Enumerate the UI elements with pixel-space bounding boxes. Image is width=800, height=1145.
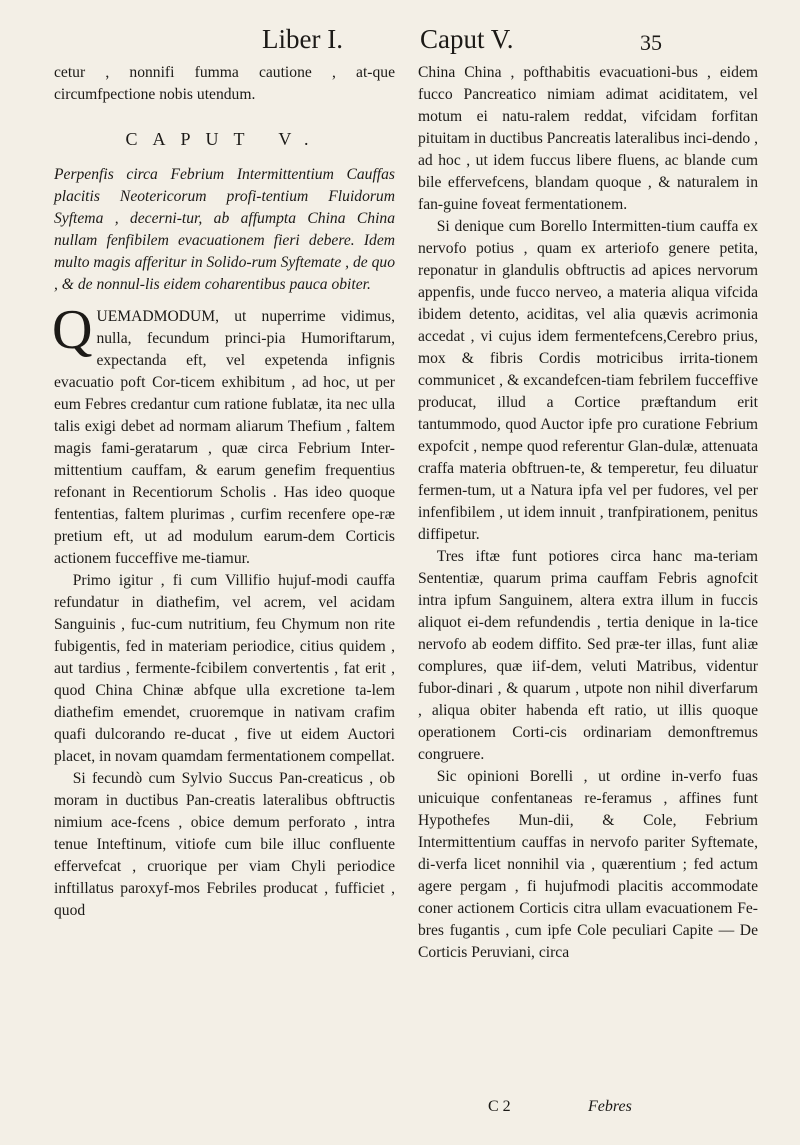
paragraph: Primo igitur , fi cum Villifio hujuf-modi cauffa refundatur in diathefim, vel acrem, vel acidam Sanguinis , fuc-cum nutritium, feu Chymum non rite fubigentis, fed in materiam periodice, citius quidem , aut tardius , fermente-fcibilem convertentis , fat erit , quod China Chinæ abfque ulla excretione ta-lem diathefim emendet, cruoremque in nativam crafim quafi dulcorando re-ducat , five ut eidem Auctori placet, in novam quamdam fermentationem compellat.: [54, 572, 395, 765]
book-label: Liber I.: [262, 24, 343, 54]
chapter-label: Caput V.: [420, 24, 514, 54]
paragraph: Si denique cum Borello Intermitten-tium cauffa ex nervofo potius , quam ex arteriofo genere petita, reponatur in glandulis obftructis ad apices nervorum appenfis, unde fucco nerveo, a materia aliqua vifcida ibidem detento, aciditas, vel alia quævis acrimonia accedat , vi cujus idem fermentefcens,Cerebro prius, mox & fibris Cordis motricibus irrita-tionem communicet , & excandefcen-tiam febrilem fucceffive producat, illud a Cortice præftandum erit tantummodo, quod Auctor ipfe pro curatione Febrium expofcit , nempe quod referentur Glan-dulæ, attenuata craffa materia obftruen-te, & temperetur, feu diluatur fermen-tum, ut a Natura ipfa vel per fudores, vel per infenfibilem , ut idem innuit , tranfpirationem, penitus diffipetur.: [418, 218, 758, 543]
paragraph: China China , pofthabitis evacuationi-bus , eidem fucco Pancreatico nimiam adimat aciditatem, vel motum ei natu-ralem reddat, vifcidam forfitan pituitam in ductibus Pancreatis lateralibus inci-dendo , ad hoc , ut idem fuccus libere fluens, ac blande cum bile effervefcens, blandam quoque , & naturalem in fan-guine foveat fermentationem.: [418, 64, 758, 213]
right-column: [418, 62, 758, 964]
page-number: 35: [640, 30, 662, 55]
page-footer: [418, 1098, 758, 1120]
paragraph: [52, 299, 395, 570]
opening-text: cetur , nonnifi fumma cautione , at-que circumfpectione nobis utendum.: [54, 64, 395, 103]
paragraph: Si fecundò cum Sylvio Succus Pan-creaticus , ob moram in ductibus Pan-creatis lateralibus obftructis nimium ace-fcens , obice demum perforato , intra tenue Inteftinum, vitiofe cum bile illuc confluente effervefcat , cruorique per viam Chyli periodice inftillatus paroxyf-mos Febriles producat , fufficiet , quod: [54, 770, 395, 919]
chapter-summary: Perpenfis circa Febrium Intermittentium Cauffas placitis Neotericorum profi-tentium Fluidorum Syftema , decerni-tur, ab affumpta China China nullam fenfibilem evacuationem fieri debere. Idem multo magis afferitur in Solido-rum Syftemate , de quo , & de nonnul-lis eidem coharentibus pauca obiter.: [54, 166, 395, 293]
catchword: Febres: [588, 1098, 632, 1115]
paragraph-text: UEMADMODUM, ut nuperrime vidimus, nulla, fecundum princi-pia Humoriftarum, expectanda eft, vel expetenda infignis evacuatio poft Cor-ticem exhibitum , ad hoc, ut per eum Febres credantur cum ratione fublatæ, ita nec ulla talis exigi debet ad normam aliarum Thefium , faltem magis fami-geratarum , quæ circa Febrium Inter-mittentium cauffam, & earum genefim frequentius refonant in Recentiorum Scholis . Has ideo quoque fententias, faltem plurimas , curfim recenfere ope-ræ pretium eft, ut ad modulum earum-dem Corticis actionem fucceffive me-tiamur.: [54, 308, 395, 567]
left-column: [54, 62, 395, 922]
paragraph: Tres iftæ funt potiores circa hanc ma-teriam Sententiæ, quarum prima cauffam Febris agnofcit intra ipfum Sanguinem, altera extra illum in fuccis aliquot ei-dem refundendis , tertia denique in la-tice nervofo ab eodem diffito. Sed præ-ter illas, funt aliæ complures, quæ iif-dem, veluti Matribus, videntur fubor-dinari , & quarum , utpote non nihil diverfarum , aliqua obiter habenda eft ratio, ut illis quoque operationem Corti-cis ordinariam demonftremus congruere.: [418, 548, 758, 763]
signature-mark: C 2: [488, 1098, 511, 1115]
paragraph: Sic opinioni Borelli , ut ordine in-verfo fuas unicuique confentaneas re-feramus , affines funt Hypothefes Mun-dii, & Cole, Febrium Intermittentium cauffas in nervofo pariter Syftemate, di-verfa licet nonnihil via , quærentium ; fed actum agere pergam , fi hujufmodi placitis accommodate coner actionem Corticis citra ullam evacuationem Fe-bres fugantis , cum ipfe Cole peculiari Capite — De Corticis Peruviani, circa: [418, 768, 758, 961]
chapter-heading: CAPUT V.: [125, 129, 324, 149]
running-head: [0, 20, 800, 60]
drop-cap: Q: [52, 299, 93, 361]
